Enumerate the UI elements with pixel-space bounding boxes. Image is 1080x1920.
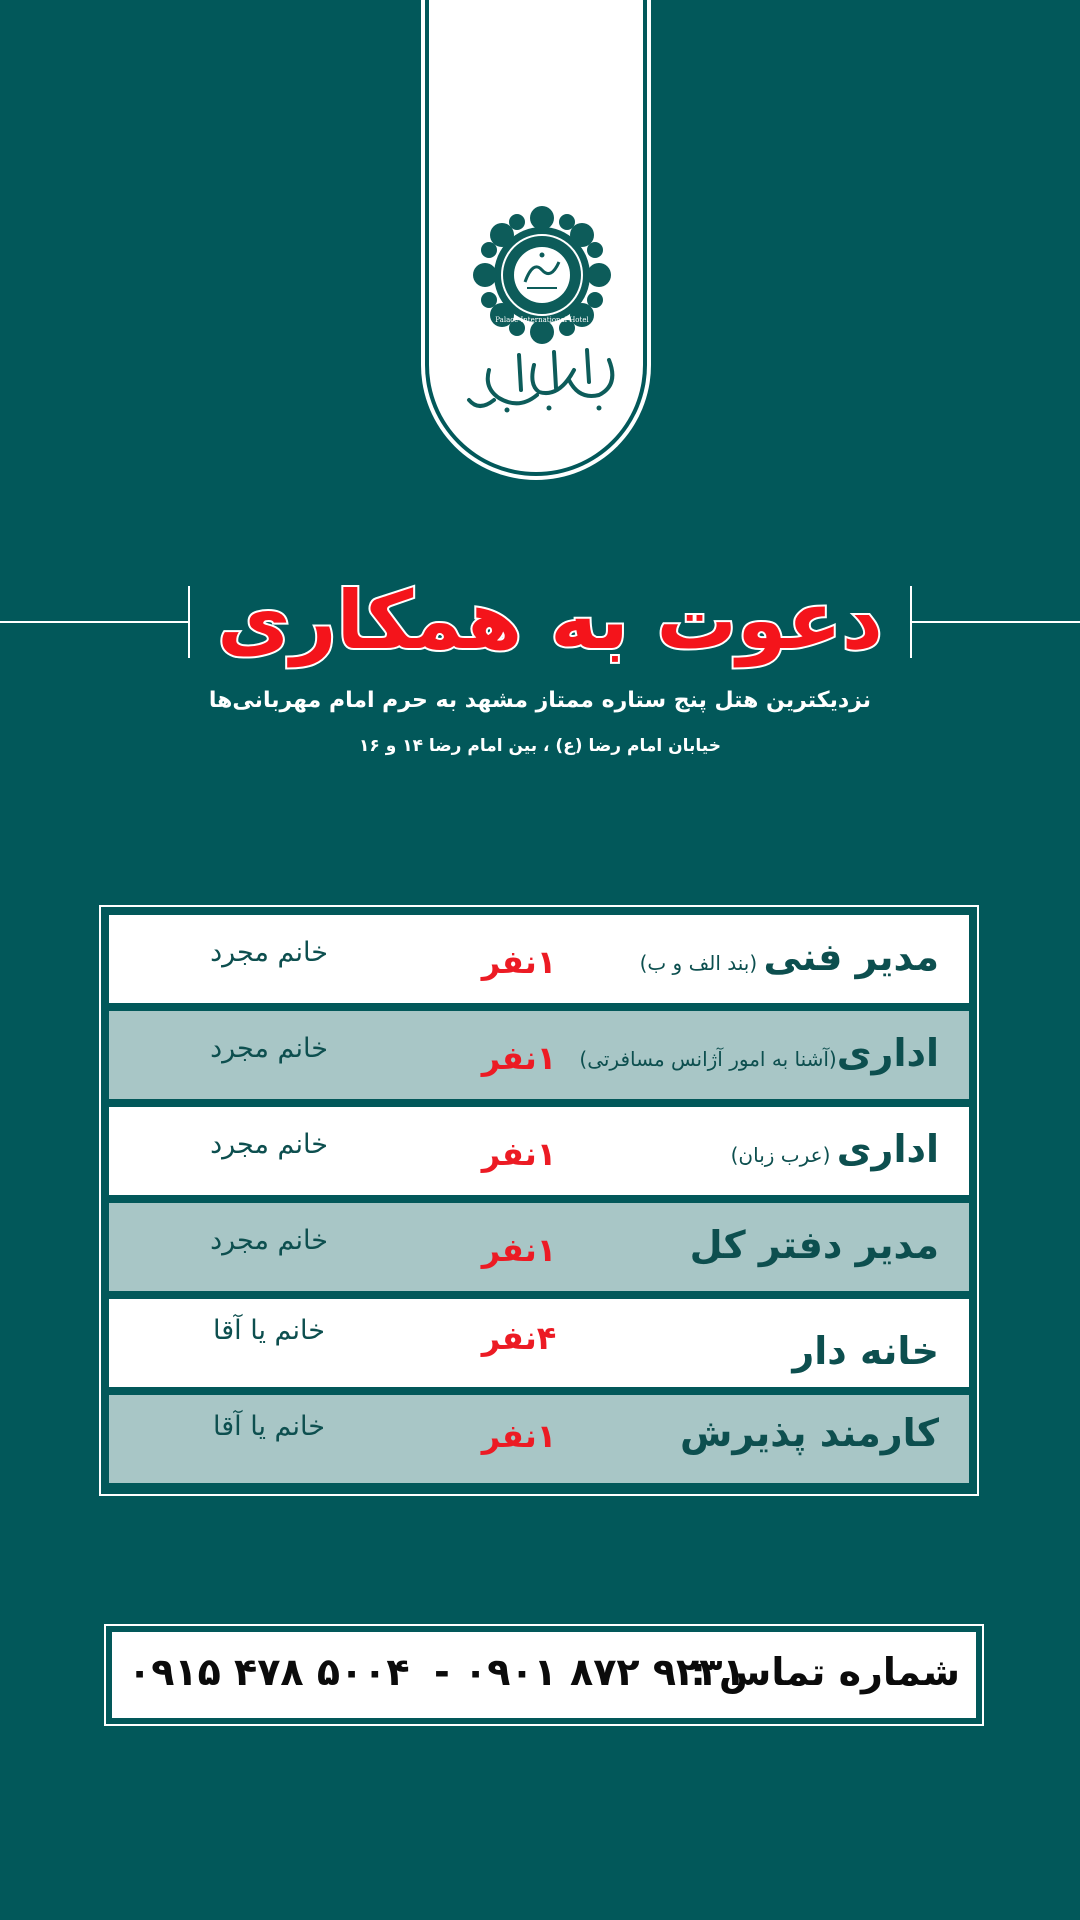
- job-count: ۱نفر: [481, 943, 557, 981]
- hotel-calligraphy-logo-icon: [459, 340, 629, 420]
- job-count: ۱نفر: [481, 1231, 557, 1269]
- job-requirement: خانم مجرد: [210, 1033, 328, 1064]
- job-title: مدیر دفتر کل: [689, 1223, 939, 1267]
- title-divider-left: [0, 621, 188, 623]
- job-title: اداری(آشنا به امور آژانس مسافرتی): [579, 1031, 939, 1075]
- table-row: [109, 1395, 969, 1483]
- phone-number-2[interactable]: ۰۹۱۵ ۴۷۸ ۵۰۰۴: [128, 1650, 410, 1694]
- table-row: [109, 915, 969, 1003]
- contact-label: شماره تماس :: [690, 1650, 960, 1694]
- job-title: کارمند پذیرش: [679, 1411, 939, 1455]
- job-note: (بند الف و ب): [639, 951, 764, 975]
- job-requirement: خانم یا آقا: [213, 1411, 325, 1442]
- page-title: دعوت به همکاری: [217, 574, 883, 667]
- seal-text: Palace International Hotel: [495, 316, 589, 324]
- job-count: ۱نفر: [481, 1417, 557, 1455]
- job-title: مدیر فنی (بند الف و ب): [639, 935, 939, 979]
- job-count: ۱نفر: [481, 1135, 557, 1173]
- logo-tab: [421, 0, 651, 480]
- job-count: ۱نفر: [481, 1039, 557, 1077]
- hotel-seal-logo-icon: [467, 200, 617, 350]
- contact-panel: [112, 1632, 976, 1718]
- job-count: ۴نفر: [481, 1319, 557, 1357]
- title-divider-right: [912, 621, 1080, 623]
- job-note: (آشنا به امور آژانس مسافرتی): [579, 1047, 837, 1071]
- title-row: [0, 574, 1080, 667]
- phone-number-1[interactable]: ۰۹۰۱ ۸۷۲ ۹۲۳۱: [464, 1650, 746, 1694]
- logo-panel: [429, 0, 643, 472]
- job-requirement: خانم مجرد: [210, 937, 328, 968]
- job-requirement: خانم مجرد: [210, 1129, 328, 1160]
- hotel-tagline: نزدیکترین هتل پنج ستاره ممتاز مشهد به حرم امام مهربانی‌ها: [208, 688, 872, 713]
- title-bracket-left: [188, 586, 190, 658]
- jobs-table: [99, 905, 979, 1496]
- phone-separator: -: [434, 1650, 450, 1694]
- table-row: [109, 1011, 969, 1099]
- job-requirement: خانم مجرد: [210, 1225, 328, 1256]
- job-requirement: خانم یا آقا: [213, 1315, 325, 1346]
- job-title: اداری (عرب زبان): [730, 1127, 939, 1171]
- job-note: (عرب زبان): [730, 1143, 837, 1167]
- contact-box: [104, 1624, 984, 1726]
- job-title: خانه دار: [792, 1329, 939, 1373]
- table-row: [109, 1203, 969, 1291]
- hotel-address: خیابان امام رضا (ع) ، بین امام رضا ۱۴ و ۱۶: [359, 736, 721, 756]
- table-row: [109, 1107, 969, 1195]
- table-row: [109, 1299, 969, 1387]
